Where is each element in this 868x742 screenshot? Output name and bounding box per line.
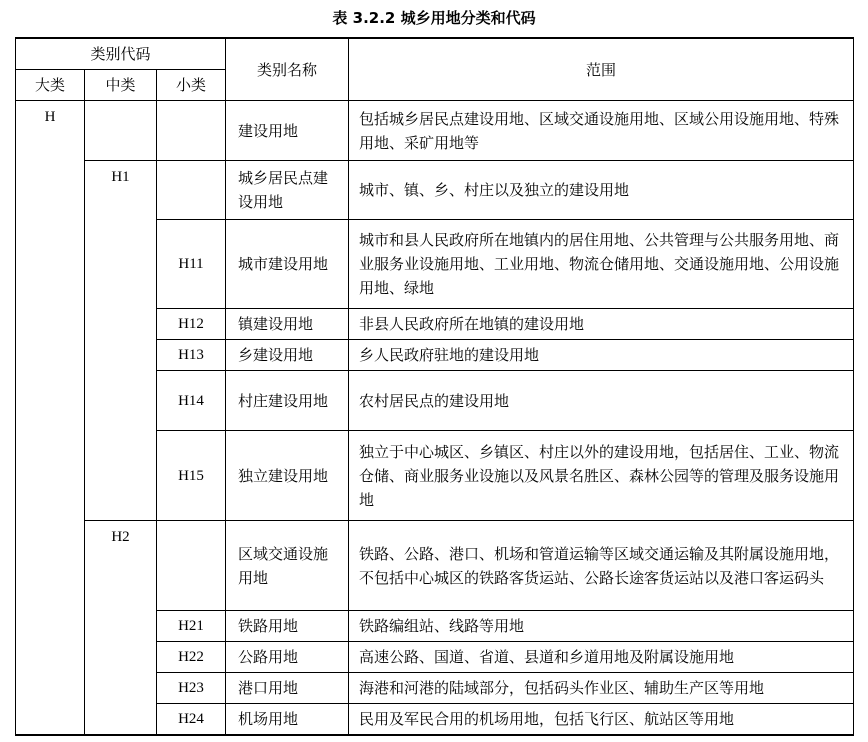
cell-range: 铁路编组站、线路等用地 — [349, 611, 854, 642]
cell-range: 乡人民政府驻地的建设用地 — [349, 340, 854, 371]
cell-minor: H24 — [157, 704, 226, 736]
cell-minor: H21 — [157, 611, 226, 642]
cell-range: 海港和河港的陆域部分，包括码头作业区、辅助生产区等用地 — [349, 673, 854, 704]
cell-minor: H14 — [157, 371, 226, 431]
cell-name: 港口用地 — [226, 673, 349, 704]
cell-range: 民用及军民合用的机场用地，包括飞行区、航站区等用地 — [349, 704, 854, 736]
header-medium: 中类 — [85, 70, 157, 101]
cell-name: 乡建设用地 — [226, 340, 349, 371]
table-row — [16, 161, 854, 220]
header-minor: 小类 — [157, 70, 226, 101]
cell-name: 城市建设用地 — [226, 220, 349, 309]
cell-range: 农村居民点的建设用地 — [349, 371, 854, 431]
header-code-group: 类别代码 — [16, 38, 226, 70]
cell-range: 包括城乡居民点建设用地、区域交通设施用地、区域公用设施用地、特殊用地、采矿用地等 — [349, 101, 854, 161]
cell-name: 建设用地 — [226, 101, 349, 161]
header-range: 范围 — [349, 38, 854, 101]
cell-name: 村庄建设用地 — [226, 371, 349, 431]
header-major: 大类 — [16, 70, 85, 101]
cell-minor: H11 — [157, 220, 226, 309]
cell-minor — [157, 521, 226, 611]
table-row — [16, 101, 854, 161]
cell-medium: H1 — [85, 161, 157, 521]
cell-range: 非县人民政府所在地镇的建设用地 — [349, 309, 854, 340]
cell-minor: H13 — [157, 340, 226, 371]
cell-medium: H2 — [85, 521, 157, 736]
cell-minor: H12 — [157, 309, 226, 340]
cell-name: 独立建设用地 — [226, 431, 349, 521]
cell-minor: H15 — [157, 431, 226, 521]
cell-name: 机场用地 — [226, 704, 349, 736]
cell-name: 镇建设用地 — [226, 309, 349, 340]
cell-minor: H22 — [157, 642, 226, 673]
table-row — [16, 521, 854, 611]
cell-minor — [157, 101, 226, 161]
cell-minor — [157, 161, 226, 220]
cell-range: 铁路、公路、港口、机场和管道运输等区域交通运输及其附属设施用地，不包括中心城区的铁路客货运站、公路长途客货运站以及港口客运码头 — [349, 521, 854, 611]
cell-range: 城市、镇、乡、村庄以及独立的建设用地 — [349, 161, 854, 220]
cell-major: H — [16, 101, 85, 736]
header-name: 类别名称 — [226, 38, 349, 101]
cell-name: 公路用地 — [226, 642, 349, 673]
cell-minor: H23 — [157, 673, 226, 704]
cell-name: 区域交通设施用地 — [226, 521, 349, 611]
cell-name: 城乡居民点建设用地 — [226, 161, 349, 220]
land-use-classification-table — [15, 37, 854, 736]
table-caption: 表 3.2.2 城乡用地分类和代码 — [332, 9, 536, 27]
cell-range: 城市和县人民政府所在地镇内的居住用地、公共管理与公共服务用地、商业服务业设施用地、工业用地、物流仓储用地、交通设施用地、公用设施用地、绿地 — [349, 220, 854, 309]
cell-range: 高速公路、国道、省道、县道和乡道用地及附属设施用地 — [349, 642, 854, 673]
cell-name: 铁路用地 — [226, 611, 349, 642]
cell-medium — [85, 101, 157, 161]
cell-range: 独立于中心城区、乡镇区、村庄以外的建设用地，包括居住、工业、物流仓储、商业服务业设施以及风景名胜区、森林公园等的管理及服务设施用地 — [349, 431, 854, 521]
